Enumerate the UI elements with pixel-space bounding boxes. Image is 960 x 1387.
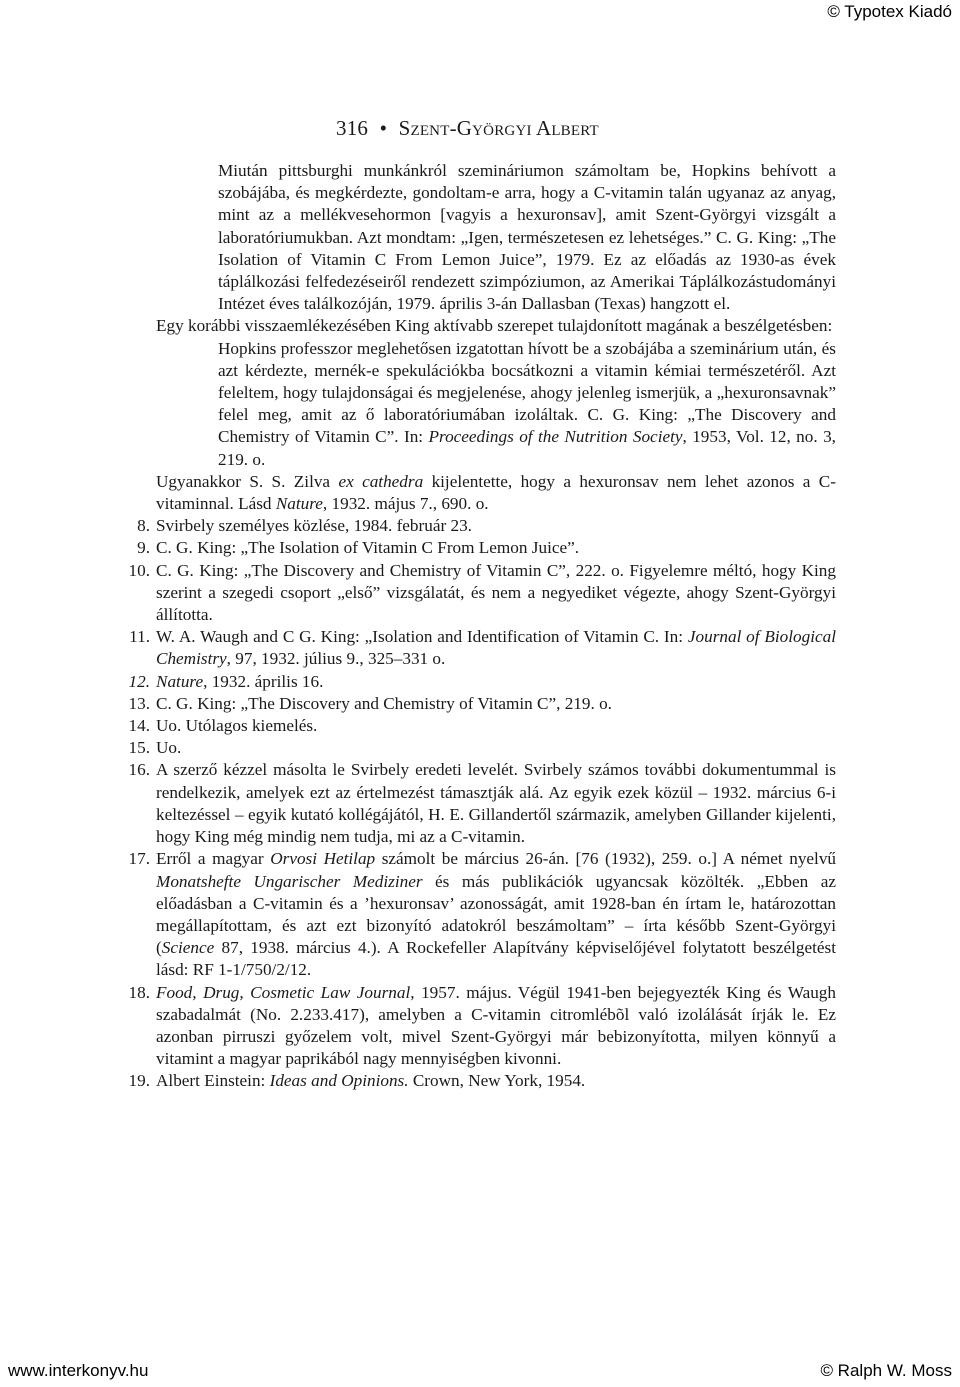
footnote-text: Erről a magyar bbox=[156, 849, 271, 869]
running-header bbox=[336, 116, 599, 141]
journal-title: Proceedings of the Nutrition Society bbox=[428, 427, 683, 447]
book-title: Ideas and Opinions. bbox=[269, 1071, 409, 1091]
text-segment: kijelentette, hogy a hexuronsav nem lehet azonos a C-vitaminnal. Lásd bbox=[156, 471, 836, 514]
journal-title: Orvosi Hetilap bbox=[270, 849, 376, 869]
website-watermark: www.interkonyv.hu bbox=[8, 1361, 149, 1380]
running-title: Szent-Györgyi Albert bbox=[398, 116, 599, 140]
footnote-text: C. G. King: „The Isolation of Vitamin C From Lemon Juice”. bbox=[156, 538, 580, 558]
journal-title: Nature bbox=[275, 494, 323, 514]
journal-title: Nature bbox=[156, 671, 204, 691]
footnote-number: 13. bbox=[128, 693, 150, 713]
footnote-number: 17. bbox=[128, 849, 150, 869]
footnote-text: C. G. King: „The Discovery and Chemistry of Vitamin C”, 219. o. bbox=[156, 693, 612, 713]
footnote-19 bbox=[122, 1070, 836, 1092]
footnote-18 bbox=[122, 982, 836, 1071]
copyright-watermark-bottom: © Ralph W. Moss bbox=[820, 1361, 952, 1380]
footnote-text: 87, 1938. március 4.). A Rockefeller Alapítvány képviselőjével folytatott beszélgetést lásd: RF 1-1/750/2/12. bbox=[156, 938, 836, 980]
footnote-text: Crown, New York, 1954. bbox=[408, 1071, 586, 1091]
footnote-number: 8. bbox=[137, 516, 150, 536]
journal-title: Science bbox=[161, 938, 215, 958]
journal-title: Monatshefte Ungarischer Mediziner bbox=[156, 871, 423, 891]
block-quote-king-1953 bbox=[218, 338, 836, 471]
footnote-text: Uo. Utólagos kiemelés. bbox=[156, 716, 318, 736]
footnote-11 bbox=[122, 626, 836, 670]
continuation-paragraph-zilva bbox=[156, 471, 836, 515]
text-segment: Ugyanakkor S. S. Zilva bbox=[156, 471, 339, 491]
footnote-text: W. A. Waugh and C G. King: „Isolation and Identification of Vitamin C. In: bbox=[156, 627, 688, 647]
text-segment: , 1932. május 7., 690. o. bbox=[322, 494, 489, 514]
quote-text: Hopkins professzor meglehetősen izgatottan hívott be a szobájába a szeminárium után, és azt kérdezte, mernék-e spekulációkba bocsátkozni a vitamin kémiai természetéről. Azt feleltem, hogy tulajdonságai és megjelenése, ahogy jelenleg ismerjük, a „hexuronsavnak” felel meg, amit az ő laboratóriumában izoláltak. C. G. King: „The Discovery and Chemistry of Vitamin C”. In: bbox=[218, 338, 836, 447]
footnote-14 bbox=[122, 715, 836, 737]
footnote-15 bbox=[122, 737, 836, 759]
citation-detail: , 1953, Vol. 12, no. 3, 219. o. bbox=[218, 427, 836, 469]
footnote-number: 16. bbox=[128, 760, 150, 780]
footnote-number: 18. bbox=[128, 982, 150, 1002]
footnote-text: A szerző kézzel másolta le Svirbely eredeti levelét. Svirbely számos további dokumentummal is rendelkezik, amelyek ezt az értelmezést támasztják alá. Az egyik ezek közül – 1932. március 6-i keltezéssel – egyik kutató kollégájától, H. E. Gillandertől származik, amelyben Gillander kijelenti, hogy King még mindig nem tudja, mi az a C-vitamin. bbox=[156, 760, 836, 847]
footnote-number: 11. bbox=[129, 627, 150, 647]
footnote-number: 12. bbox=[128, 671, 150, 691]
footnote-text: Albert Einstein: bbox=[156, 1071, 270, 1091]
footnote-text: Svirbely személyes közlése, 1984. február 23. bbox=[156, 516, 472, 536]
footnote-10 bbox=[122, 560, 836, 627]
footnote-13 bbox=[122, 693, 836, 715]
footnote-number: 15. bbox=[128, 738, 150, 758]
footnote-number: 9. bbox=[137, 538, 150, 558]
page-body bbox=[122, 160, 836, 1093]
footnote-16 bbox=[122, 759, 836, 848]
footnote-text: , 1957. május. Végül 1941-ben bejegyezték King és Waugh szabadalmát (No. 2.233.417), amelyben a C-vitamin citromlébõl való izolálását írják le. Ez azonban pirruszi győzelem volt, mivel Szent-Györgyi már bebizonyította, milyen könnyű a vitamint a magyar paprikából nagy mennyiségben kivonni. bbox=[156, 982, 836, 1069]
footnote-text: számolt be március 26-án. [76 (1932), 259. o.] A német nyelvű bbox=[375, 849, 837, 869]
journal-title: Journal of Biological Chemistry bbox=[156, 627, 836, 669]
footnote-text: C. G. King: „The Discovery and Chemistry of Vitamin C”, 222. o. Figyelemre méltó, hogy King szerint a szegedi csoport „első” vizsgálatát, és nem a negyediket végezte, ahogy Szent-Györgyi állította. bbox=[156, 560, 836, 625]
latin-phrase: ex cathedra bbox=[338, 471, 424, 491]
footnote-text: , 1932. április 16. bbox=[203, 671, 324, 691]
footnote-8 bbox=[122, 515, 836, 537]
footnote-text: és más publikációk ugyancsak közölték. „Ebben az előadásban a C-vitamin és a ’hexuronsav’ azonosságát, amit 1928-ban én írtam le, határozottan megállapítottam, és azt ezt bizonyító adatokról beszámoltam” – írta később Szent-Györgyi ( bbox=[156, 871, 837, 958]
footnote-9 bbox=[122, 537, 836, 559]
footnote-number: 14. bbox=[128, 716, 150, 736]
footnote-text: , 97, 1932. július 9., 325–331 o. bbox=[226, 649, 446, 669]
footnote-17 bbox=[122, 848, 836, 981]
block-quote-king-1979: Miután pittsburghi munkánkról szemináriumon számoltam be, Hopkins behívott a szobájába, és megkérdezte, gondoltam-e arra, hogy a C-vitamin talán ugyanaz az anyag, mint az a mellékvesehormon [vagyis a hexuronsav], amit Szent-Györgyi vizsgált a laboratóriumukban. Azt mondtam: „Igen, természetesen ez lehetséges.” C. G. King: „The Isolation of Vitamin C From Lemon Juice”, 1979. Ez az előadás az 1930-as évek táplálkozási felfedezéseiről rendezett szimpóziumon, az Amerikai Táplálkozástudományi Intézet éves találkozóján, 1979. április 3-án Dallasban (Texas) hangzott el. bbox=[218, 161, 836, 314]
footnote-text: Uo. bbox=[156, 738, 182, 758]
footnote-number: 10. bbox=[128, 560, 150, 580]
journal-title: Food, Drug, Cosmetic Law Journal bbox=[156, 982, 411, 1002]
continuation-paragraph: Egy korábbi visszaemlékezésében King aktívabb szerepet tulajdonított magának a beszélgetésben: bbox=[156, 316, 833, 336]
copyright-watermark-top: © Typotex Kiadó bbox=[827, 2, 952, 21]
bullet-separator: • bbox=[379, 116, 388, 140]
footnote-number: 19. bbox=[128, 1071, 150, 1091]
footnote-12 bbox=[122, 671, 836, 693]
page-number: 316 bbox=[336, 116, 369, 140]
